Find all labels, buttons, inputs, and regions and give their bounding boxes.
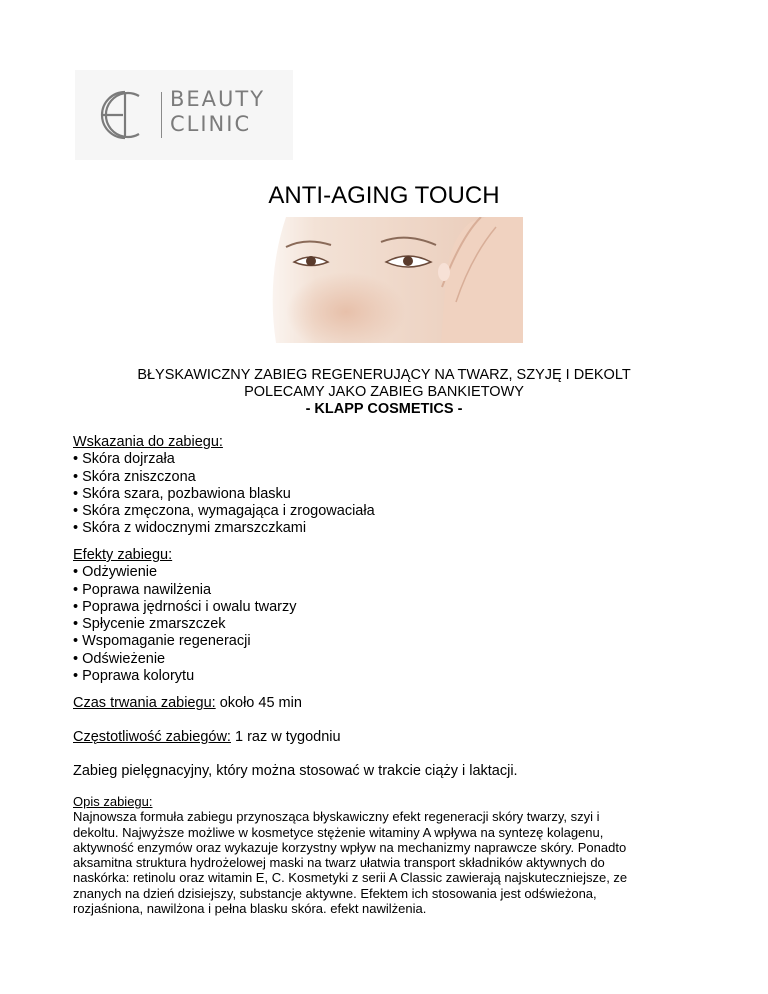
clinic-logo	[75, 70, 293, 160]
description-line: znanych na dzień dzisiejszy, substancje aktywne. Efektem ich stosowania jest odświeżona,	[73, 885, 597, 901]
list-item: • Skóra dojrzała	[73, 451, 175, 468]
list-item: • Odżywienie	[73, 564, 158, 581]
logo-divider	[161, 92, 162, 138]
indications-section	[73, 434, 375, 538]
frequency-label: Częstotliwość zabiegów:	[73, 729, 231, 745]
list-item: • Skóra z widocznymi zmarszczkami	[73, 520, 307, 537]
indications-heading: Wskazania do zabiegu:	[73, 434, 223, 450]
list-item: • Poprawa jędrności i owalu twarzy	[73, 598, 297, 615]
duration-label: Czas trwania zabiegu:	[73, 695, 216, 711]
frequency-line	[73, 729, 341, 746]
description-line: aksamitna struktura hydrożelowej maski na twarz ułatwia transport składników aktywnych do	[73, 855, 605, 871]
list-item: • Spłycenie zmarszczek	[73, 616, 226, 633]
description-line: Najnowsza formuła zabiegu przynosząca błyskawiczny efekt regeneracji skóry twarzy, szyi i	[73, 809, 600, 825]
list-item: • Wspomaganie regeneracji	[73, 633, 251, 650]
ec-monogram-icon	[93, 84, 157, 146]
intro-brand: - KLAPP COSMETICS -	[305, 401, 463, 417]
list-item: • Skóra zmęczona, wymagająca i zrogowaciała	[73, 503, 375, 520]
duration-line	[73, 695, 302, 712]
list-item: • Poprawa nawilżenia	[73, 581, 212, 598]
effects-heading: Efekty zabiegu:	[73, 547, 173, 563]
intro-line-2: POLECAMY JAKO ZABIEG BANKIETOWY	[244, 384, 524, 400]
description-line: naskórka: retinolu oraz witamin E, C. Kosmetyki z serii A Classic zawierają najskuteczniejsze, ze	[73, 870, 628, 886]
effects-section	[73, 547, 296, 685]
intro-text	[0, 367, 768, 418]
page-title: ANTI-AGING TOUCH	[268, 182, 500, 209]
logo-word-clinic: CLINIC	[170, 112, 252, 136]
frequency-value: 1 raz w tygodniu	[230, 729, 341, 745]
logo-word-beauty: BEAUTY	[170, 87, 266, 111]
description-heading: Opis zabiegu:	[73, 794, 153, 809]
description-section	[73, 794, 693, 916]
list-item: • Skóra zniszczona	[73, 468, 196, 485]
pregnancy-note: Zabieg pielęgnacyjny, który można stosować w trakcie ciąży i laktacji.	[73, 763, 518, 779]
list-item: • Poprawa kolorytu	[73, 668, 195, 685]
intro-line-1: BŁYSKAWICZNY ZABIEG REGENERUJĄCY NA TWARZ, SZYJĘ I DEKOLT	[137, 367, 631, 383]
list-item: • Odświeżenie	[73, 650, 166, 667]
description-line: aktywność enzymów oraz wykazuje korzystny wpływ na mechanizmy naprawcze skóry. Ponadto	[73, 839, 627, 855]
face-photo	[246, 217, 523, 343]
description-line: rozjaśniona, nawilżona i pełna blasku skóra. efekt nawilżenia.	[73, 901, 427, 917]
description-line: dekoltu. Najwyższe możliwe w kosmetyce stężenie witaminy A wpływa na syntezę kolagenu,	[73, 824, 604, 840]
list-item: • Skóra szara, pozbawiona blasku	[73, 485, 291, 502]
face-photo-illustration	[246, 217, 523, 343]
duration-value: około 45 min	[215, 695, 302, 711]
